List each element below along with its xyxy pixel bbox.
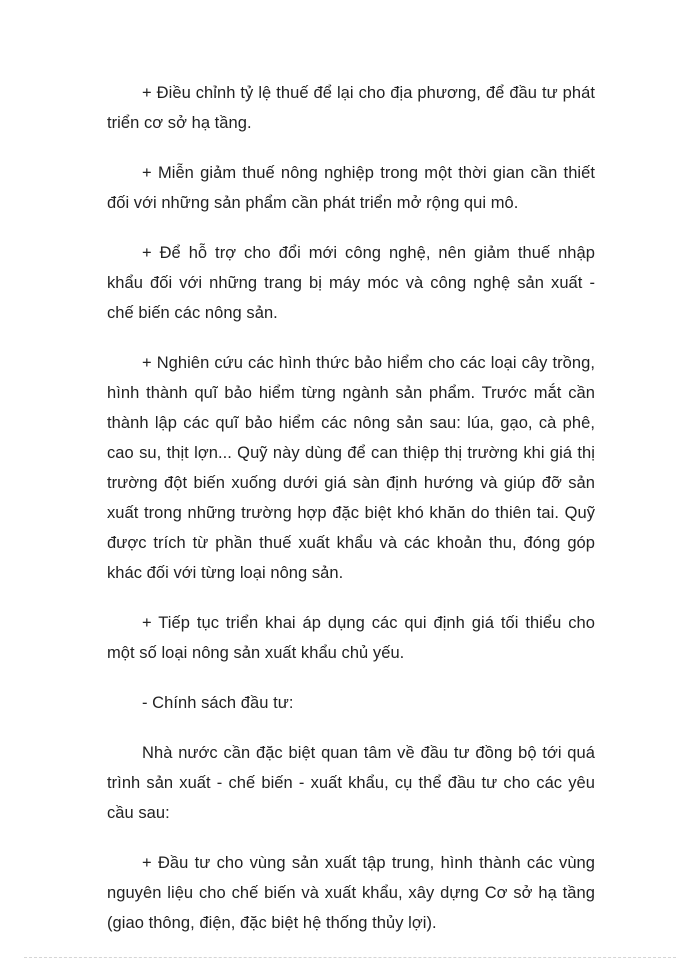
- document-body: [107, 78, 595, 958]
- paragraph-import-tax-reduction: + Để hỗ trợ cho đổi mới công nghệ, nên giảm thuế nhập khẩu đối với những trang bị máy móc và công nghệ sản xuất - chế biến các nông sản.: [107, 244, 595, 322]
- paragraph-production-area-investment: + Đầu tư cho vùng sản xuất tập trung, hình thành các vùng nguyên liệu cho chế biến và xuất khẩu, xây dựng Cơ sở hạ tầng (giao thông, điện, đặc biệt hệ thống thủy lợi).: [107, 854, 595, 932]
- paragraph-investment-intro: Nhà nước cần đặc biệt quan tâm về đầu tư đồng bộ tới quá trình sản xuất - chế biến - xuất khẩu, cụ thể đầu tư cho các yêu cầu sau:: [107, 744, 595, 822]
- paragraph-insurance-fund: + Nghiên cứu các hình thức bảo hiểm cho các loại cây trồng, hình thành quĩ bảo hiểm từng ngành sản phẩm. Trước mắt cần thành lập các quĩ bảo hiểm các nông sản sau: lúa, gạo, cà phê, cao su, thịt lợn... Quỹ này dùng để can thiệp thị trường khi giá thị trường đột biến xuống dưới giá sàn định hướng và giúp đỡ sản xuất trong những trường hợp đặc biệt khó khăn do thiên tai. Quỹ được trích từ phần thuế xuất khẩu và các khoản thu, đóng góp khác đối với từng loại nông sản.: [107, 354, 595, 582]
- section-heading-investment-policy: - Chính sách đầu tư:: [142, 694, 294, 712]
- paragraph-tax-retention: + Điều chỉnh tỷ lệ thuế để lại cho địa phương, để đầu tư phát triển cơ sở hạ tầng.: [107, 84, 595, 132]
- page-bottom-divider: [24, 957, 676, 958]
- paragraph-minimum-price: + Tiếp tục triển khai áp dụng các qui định giá tối thiểu cho một số loại nông sản xuất khẩu chủ yếu.: [107, 614, 595, 662]
- paragraph-agricultural-tax-exemption: + Miễn giảm thuế nông nghiệp trong một thời gian cần thiết đối với những sản phẩm cần phát triển mở rộng qui mô.: [107, 164, 595, 212]
